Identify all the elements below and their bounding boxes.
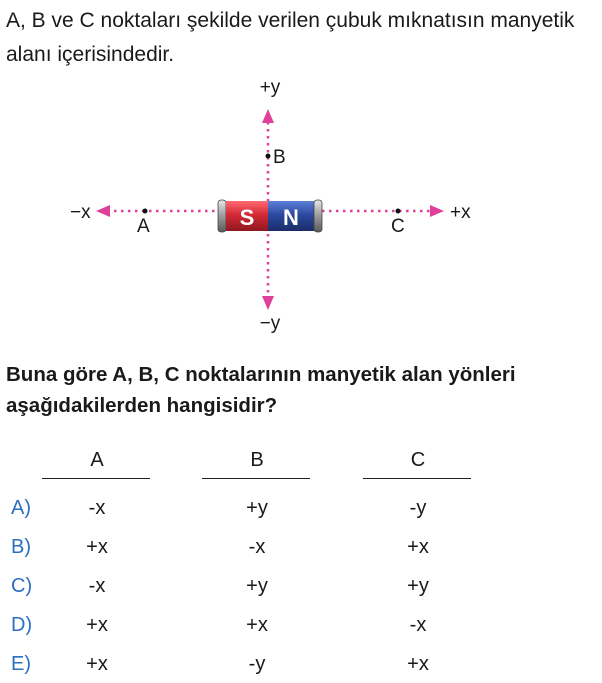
option-row-e[interactable] [0, 653, 602, 683]
option-value-c: +y [407, 575, 429, 597]
option-letter: A) [11, 497, 31, 519]
minus-y-label: −y [259, 313, 281, 334]
minus-x-label: −x [70, 202, 91, 223]
point-a-label: A [137, 216, 150, 237]
intro-text: A, B ve C noktaları şekilde verilen çubuk mıknatısın manyetik alanı içerisindedir. [6, 9, 575, 66]
point-c-label: C [391, 216, 405, 237]
option-value-b: +x [246, 614, 268, 636]
point-b-dot [266, 154, 271, 159]
plus-y-label: +y [259, 77, 281, 98]
point-c-dot [396, 209, 401, 214]
arrow-up-icon [262, 109, 274, 123]
south-pole-label: S [239, 205, 255, 230]
option-letter: C) [11, 575, 33, 597]
option-row-b[interactable] [0, 536, 602, 566]
option-value-b: +y [246, 575, 268, 597]
column-rule-c [363, 478, 471, 479]
option-value-b: +y [246, 497, 268, 519]
arrow-right-icon [430, 205, 444, 217]
question-text: Buna göre A, B, C noktalarının manyetik alan yönleri aşağıdakilerden hangisidir? [6, 363, 516, 417]
option-value-c: -y [409, 497, 427, 519]
option-value-a: -x [88, 575, 106, 597]
option-letter: B) [11, 536, 31, 558]
option-value-b: -x [248, 536, 266, 558]
option-value-c: +x [407, 536, 429, 558]
option-value-c: +x [407, 653, 429, 675]
option-row-a[interactable] [0, 497, 602, 527]
arrow-left-icon [96, 205, 110, 217]
point-a-dot [143, 209, 148, 214]
point-b-label: B [273, 147, 286, 168]
north-pole-label: N [283, 205, 299, 230]
option-row-d[interactable] [0, 614, 602, 644]
column-rule-b [202, 478, 310, 479]
option-value-a: +x [86, 653, 108, 675]
option-value-b: -y [248, 653, 266, 675]
option-letter: D) [11, 614, 33, 636]
option-value-a: +x [86, 536, 108, 558]
column-rule-a [42, 478, 150, 479]
option-value-a: +x [86, 614, 108, 636]
column-header-b: B [250, 449, 264, 471]
option-letter: E) [11, 653, 31, 675]
option-value-c: -x [409, 614, 427, 636]
column-header-a: A [90, 449, 104, 471]
column-header-c: C [410, 449, 426, 471]
bar-magnet [218, 200, 322, 232]
option-value-a: -x [88, 497, 106, 519]
option-row-c[interactable] [0, 575, 602, 605]
arrow-down-icon [262, 296, 274, 310]
plus-x-label: +x [450, 202, 471, 223]
